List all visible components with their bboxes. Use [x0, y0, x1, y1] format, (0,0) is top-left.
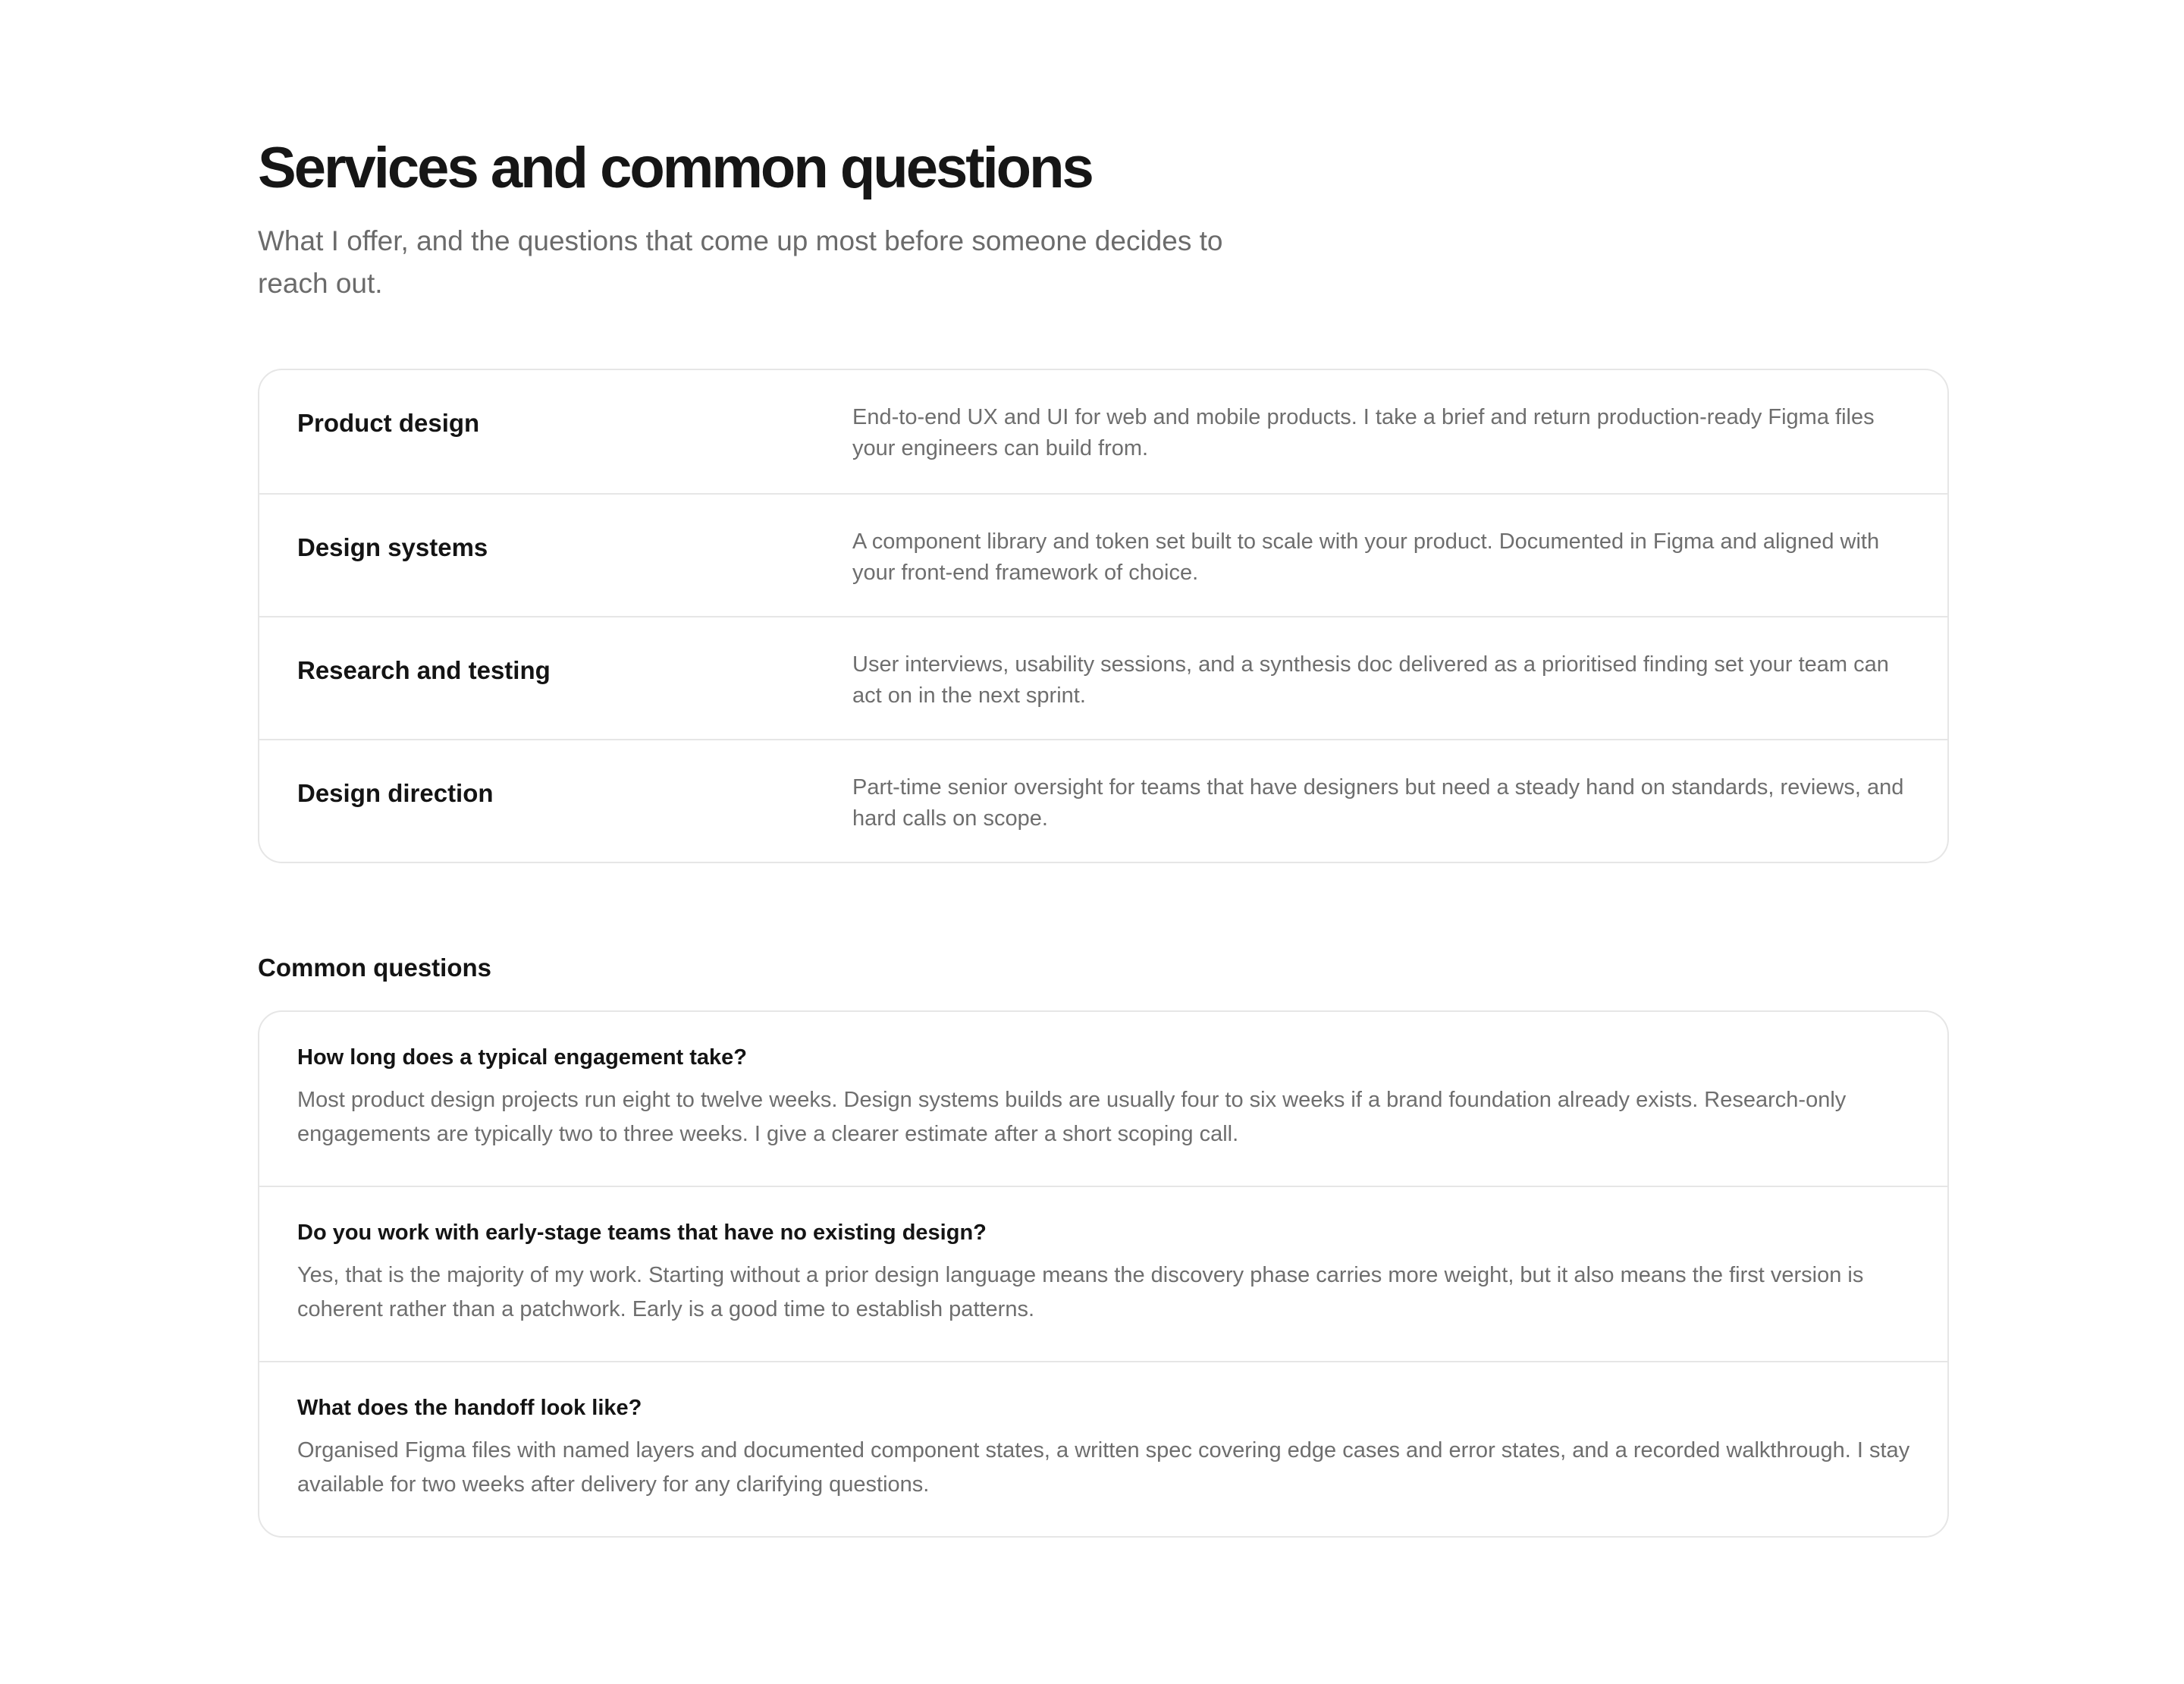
service-name: Design systems — [297, 533, 488, 561]
service-row-product-design — [259, 370, 1947, 493]
page-subtitle: What I offer, and the questions that come up most before someone decides to reach out. — [258, 225, 1223, 299]
faq-list — [258, 1010, 1949, 1538]
faq-item — [259, 1186, 1947, 1361]
faq-item — [259, 1012, 1947, 1186]
faq-question: How long does a typical engagement take? — [297, 1045, 748, 1070]
service-row-design-systems — [259, 493, 1947, 616]
faq-answer: Organised Figma files with named layers and documented component states, a written spec covering edge cases and error states, and a recorded walkthrough. I stay available for two weeks after delivery for any clarifying questions. — [297, 1437, 1910, 1497]
service-name: Product design — [297, 408, 480, 437]
service-row-research-and-testing — [259, 616, 1947, 739]
service-description: A component library and token set built to scale with your product. Documented in Figma and aligned with your front-end framework of choice. — [852, 529, 1880, 585]
page-title: Services and common questions — [258, 136, 1092, 200]
faq-item — [259, 1361, 1947, 1536]
service-description: End-to-end UX and UI for web and mobile products. I take a brief and return production-ready Figma files your engineers can build from. — [852, 404, 1875, 460]
service-description: User interviews, usability sessions, and a synthesis doc delivered as a prioritised finding set your team can act on in the next sprint. — [852, 652, 1889, 708]
faq-heading: Common questions — [258, 953, 492, 982]
services-list — [258, 369, 1949, 863]
faq-question: What does the handoff look like? — [297, 1395, 642, 1420]
faq-answer: Yes, that is the majority of my work. Starting without a prior design language means the discovery phase carries more weight, but it also means the first version is coherent rather than a patchwork. Early is a good time to establish patterns. — [297, 1262, 1864, 1321]
service-name: Design direction — [297, 778, 494, 807]
service-row-design-direction — [259, 739, 1947, 862]
service-name: Research and testing — [297, 655, 551, 684]
main-content — [258, 137, 1949, 1538]
service-description: Part-time senior oversight for teams that have designers but need a steady hand on standards, reviews, and hard calls on scope. — [852, 774, 1904, 831]
faq-answer: Most product design projects run eight to twelve weeks. Design systems builds are usually four to six weeks if a brand foundation already exists. Research-only engagements are typically two to three weeks. I give a clearer estimate after a short scoping call. — [297, 1087, 1847, 1146]
faq-question: Do you work with early-stage teams that have no existing design? — [297, 1220, 987, 1245]
